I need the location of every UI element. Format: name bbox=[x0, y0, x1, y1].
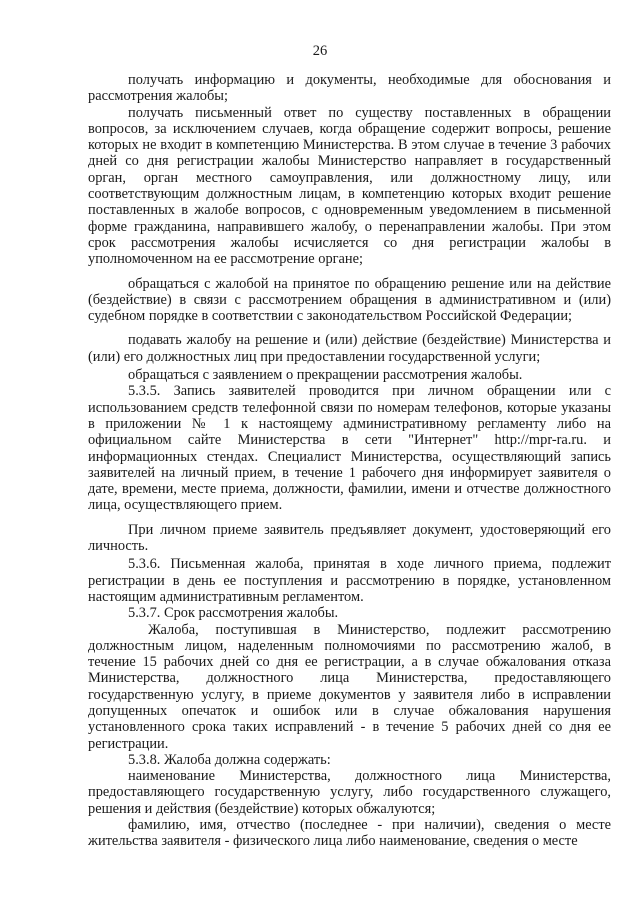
document-body bbox=[88, 72, 611, 850]
paragraph: Жалоба, поступившая в Министерство, подлежит рассмотрению должностным лицом, наделенным полномочиями по рассмотрению жалоб, в течение 15 рабочих дней со дня ее регистрации, а в случае обжалования отказа Министерства, должностного лица Министерства, предоставляющего государственную услугу, в приеме документов у заявителя либо в исправлении допущенных опечаток и ошибок или в случае обжалования нарушения установленного срока таких исправлений - в течение 5 рабочих дней со дня ее регистрации. bbox=[88, 621, 611, 752]
paragraph: наименование Министерства, должностного лица Министерства, предоставляющего государственную услугу, либо государственного служащего, решения и действия (бездействие) которых обжалуются; bbox=[88, 768, 611, 817]
paragraph: фамилию, имя, отчество (последнее - при наличии), сведения о месте жительства заявителя - физического лица либо наименование, сведения о месте bbox=[88, 817, 611, 850]
paragraph: обращаться с жалобой на принятое по обращению решение или на действие (бездействие) в связи с рассмотрением обращения в административном и (или) судебном порядке в соответствии с законодательством Российской Федерации; bbox=[88, 275, 611, 325]
paragraph: 5.3.8. Жалоба должна содержать: bbox=[128, 751, 331, 768]
paragraph: 5.3.7. Срок рассмотрения жалобы. bbox=[128, 605, 339, 622]
paragraph: 5.3.6. Письменная жалоба, принятая в ходе личного приема, подлежит регистрации в день ее поступления и рассмотрению в порядке, установленном настоящим административным регламентом. bbox=[88, 556, 611, 605]
paragraph: получать письменный ответ по существу поставленных в обращении вопросов, за исключением случаев, когда обращение содержит вопросы, решение которых не входит в компетенцию Министерства. В этом случае в течение 3 рабочих дней со дня регистрации жалобы Министерство направляет в государственный орган, орган местного самоуправления, или должностному лицу, или соответствующим должностным лицам, в компетенцию которых входит решение поставленных в жалобе вопросов, с одновременным уведомлением в письменной форме гражданина, направившего жалобу, о перенаправлении жалобы. При этом срок рассмотрения жалобы исчисляется со дня регистрации жалобы в уполномоченном на ее рассмотрение органе; bbox=[88, 104, 611, 268]
paragraph: обращаться с заявлением о прекращении рассмотрения жалобы. bbox=[128, 367, 523, 384]
paragraph: При личном приеме заявитель предъявляет документ, удостоверяющий его личность. bbox=[88, 521, 611, 555]
page-number: 26 bbox=[312, 43, 328, 59]
paragraph: подавать жалобу на решение и (или) действие (бездействие) Министерства и (или) его должностных лиц при предоставлении государственной услуги; bbox=[88, 332, 611, 365]
paragraph: получать информацию и документы, необходимые для обоснования и рассмотрения жалобы; bbox=[88, 72, 611, 105]
paragraph: 5.3.5. Запись заявителей проводится при личном обращении или с использованием средств телефонной связи по номерам телефонов, которые указаны в приложении № 1 к настоящему административному регламенту либо на официальном сайте Министерства в сети "Интернет" http://mpr-ra.ru. и информационных стендах. Специалист Министерства, осуществляющий запись заявителей на личный прием, в течение 1 рабочего дня информирует заявителя о дате, времени, месте приема, должности, фамилии, имени и отчестве должностного лица, осуществляющего прием. bbox=[88, 383, 611, 514]
